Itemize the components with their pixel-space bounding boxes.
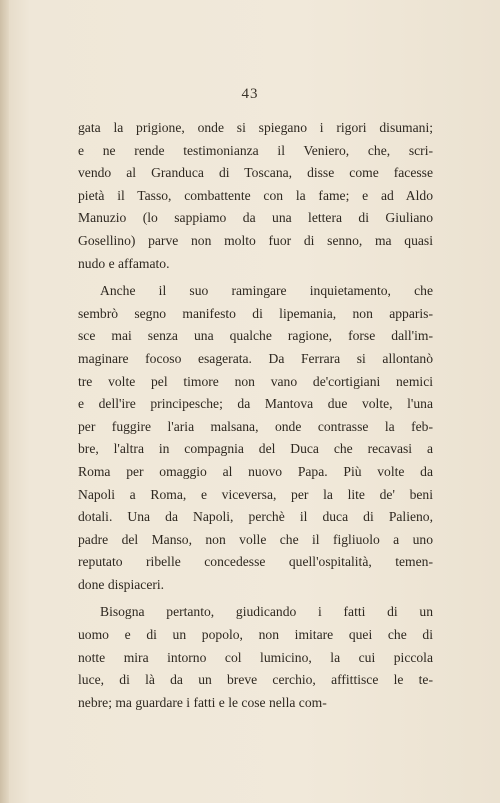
text-line: e ne rende testimonianza il Veniero, che, scri- <box>78 142 433 158</box>
text-line: nebre; ma guardare i fatti e le cose nella com- <box>78 694 327 710</box>
text-line: dotali. Una da Napoli, perchè il duca di Palieno, <box>78 509 433 525</box>
text-line: vendo al Granduca di Toscana, disse come facesse <box>78 165 433 181</box>
text-line: Roma per omaggio al nuovo Papa. Più volte da <box>78 463 433 479</box>
paragraph <box>78 117 433 275</box>
text-line: padre del Manso, non volle che il figliuolo a uno <box>78 531 433 547</box>
text-line: e dell'ire principesche; da Mantova due volte, l'una <box>78 396 433 412</box>
text-line: luce, di là da un breve cerchio, affittisce le te- <box>78 672 433 688</box>
text-line: nudo e affamato. <box>78 255 170 271</box>
text-line: pietà il Tasso, combattente con la fame; e ad Aldo <box>78 187 433 203</box>
text-line: uomo e di un popolo, non imitare quei che di <box>78 627 433 643</box>
paragraph <box>78 280 433 596</box>
text-line: gata la prigione, onde si spiegano i rigori disumani; <box>78 120 433 135</box>
text-line: tre volte pel timore non vano de'cortigiani nemici <box>78 373 433 389</box>
text-line: Bisogna pertanto, giudicando i fatti di un <box>100 604 433 620</box>
page-number: 43 <box>241 86 259 102</box>
body-text <box>78 117 433 714</box>
text-line: Anche il suo ramingare inquietamento, che <box>100 283 433 299</box>
text-line: notte mira intorno col lumicino, la cui piccola <box>78 649 433 665</box>
text-line: sce mai senza una qualche ragione, forse dall'im- <box>78 328 433 344</box>
paragraph <box>78 601 433 714</box>
text-line: maginare focoso esagerata. Da Ferrara si allontanò <box>78 350 433 366</box>
text-line: Manuzio (lo sappiamo da una lettera di Giuliano <box>78 210 433 226</box>
page-binding-edge <box>0 0 9 803</box>
text-line: reputato ribelle concedesse quell'ospitalità, temen- <box>78 554 433 570</box>
text-line: Napoli a Roma, e viceversa, per la lite de' beni <box>78 486 433 502</box>
text-line: per fuggire l'aria malsana, onde contrasse la feb- <box>78 418 433 434</box>
text-line: bre, l'altra in compagnia del Duca che recavasi a <box>78 441 433 457</box>
text-line: done dispiaceri. <box>78 576 165 592</box>
text-line: sembrò segno manifesto di lipemania, non apparis- <box>78 305 433 321</box>
text-line: Gosellino) parve non molto fuor di senno, ma quasi <box>78 232 433 248</box>
